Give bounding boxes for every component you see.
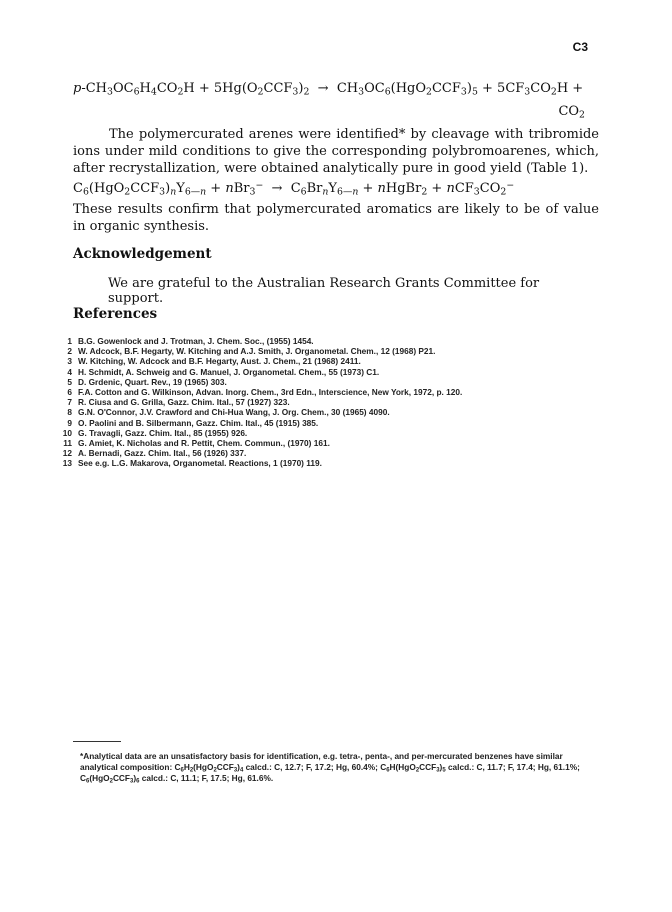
reference-text: G. Amiet, K. Nicholas and R. Pettit, Chem. Commun., (1970) 161.: [78, 438, 330, 449]
reaction-equation-1-continuation: $CO_2$: [558, 104, 585, 121]
acknowledgement-text: We are grateful to the Australian Research Grants Committee for support.: [108, 276, 540, 306]
reference-text: See e.g. L.G. Makarova, Organometal. Reactions, 1 (1970) 119.: [78, 458, 322, 469]
reference-number: 1: [67, 336, 72, 346]
body-paragraph-1: The polymercurated arenes were identified* by cleavage with tribromide ions under mild conditions to give the corresponding polybromoarenes, which, after recrystallization, were obtained analytically pure in good yield (Table 1).: [73, 127, 599, 176]
reference-text: R. Ciusa and G. Grilla, Gazz. Chim. Ital., 57 (1927) 323.: [78, 397, 290, 408]
reference-item: [58, 387, 618, 397]
footnote-divider: [73, 741, 121, 742]
footnote: *Analytical data are an unsatisfactory basis for identification, e.g. tetra-, penta-, and per-mercurated benzenes have similar analytical composition: $C_6H_2(HgO_2CCF_3)_4$ calcd.: C, 12.7; F, 17.2; Hg, 60.4%; $C_6H(HgO_2CCF_3)_5$ calcd.: C, 11.7; F, 17.4; Hg, 61.1%; $C_6(HgO_2CCF_3)_6$ calcd.: C, 11.1; F, 17.5; Hg, 61.6%.: [80, 751, 580, 785]
reference-item: [58, 448, 618, 458]
body-paragraph-2: These results confirm that polymercurated aromatics are likely to be of value in organic synthesis.: [73, 202, 599, 234]
reference-item: [58, 428, 618, 438]
reference-item: [58, 346, 618, 356]
reference-text: G.N. O'Connor, J.V. Crawford and Chi-Hua Wang, J. Org. Chem., 30 (1965) 4090.: [78, 407, 390, 418]
reference-number: 10: [62, 427, 72, 438]
reference-text: B.G. Gowenlock and J. Trotman, J. Chem. Soc., (1955) 1454.: [78, 336, 314, 346]
reference-text: D. Grdenic, Quart. Rev., 19 (1965) 303.: [78, 376, 227, 387]
reference-number: 9: [67, 417, 72, 428]
reference-text: G. Travagli, Gazz. Chim. Ital., 85 (1955) 926.: [78, 427, 248, 438]
reference-number: 5: [67, 376, 72, 387]
reference-number: 13: [62, 458, 72, 469]
reference-item: [58, 336, 618, 346]
page-number: C3: [572, 40, 588, 54]
reaction-equation-2: $C_6(HgO_2CCF_3)_nY_{6—n} + nBr_3^- \to C_6Br_nY_{6—n}$ + nHgBr$_2$ + $nCF_3CO_2^-$: [73, 179, 515, 198]
reference-number: 6: [67, 387, 72, 398]
reference-item: [58, 438, 618, 448]
reference-text: W. Adcock, B.F. Hegarty, W. Kitching and A.J. Smith, J. Organometal. Chem., 12 (1968) P21.: [78, 346, 436, 357]
reference-number: 12: [62, 448, 72, 459]
reaction-equation-1: $p-CH_3OC_6H_4CO_2H + 5Hg(O_2CCF_3)_2 \to CH_3OC_6(HgO_2CCF_3)_5 + 5CF_3CO_2H$ +: [73, 81, 584, 98]
reference-item: [58, 377, 618, 387]
reference-text: H. Schmidt, A. Schweig and G. Manuel, J. Organometal. Chem., 55 (1973) C1.: [78, 366, 380, 377]
reference-item: [58, 356, 618, 366]
reference-text: O. Paolini and B. Silbermann, Gazz. Chim. Ital., 45 (1915) 385.: [78, 417, 319, 428]
reference-number: 7: [67, 397, 72, 408]
acknowledgement-heading: Acknowledgement: [73, 246, 212, 262]
reference-list: [58, 336, 618, 469]
reference-number: 2: [67, 346, 72, 357]
reference-number: 8: [67, 407, 72, 418]
reference-text: A. Bernadi, Gazz. Chim. Ital., 56 (1926) 337.: [78, 448, 247, 459]
reference-item: [58, 397, 618, 407]
reference-item: [58, 407, 618, 417]
reference-number: 3: [67, 356, 72, 367]
references-heading: References: [73, 306, 158, 322]
reference-item: [58, 367, 618, 377]
reference-item: [58, 458, 618, 468]
reference-item: [58, 418, 618, 428]
reference-text: F.A. Cotton and G. Wilkinson, Advan. Inorg. Chem., 3rd Edn., Interscience, New York, 1972, p. 120.: [78, 387, 463, 398]
reference-number: 4: [67, 366, 72, 377]
reference-text: W. Kitching, W. Adcock and B.F. Hegarty, Aust. J. Chem., 21 (1968) 2411.: [78, 356, 361, 367]
reference-number: 11: [63, 438, 72, 449]
